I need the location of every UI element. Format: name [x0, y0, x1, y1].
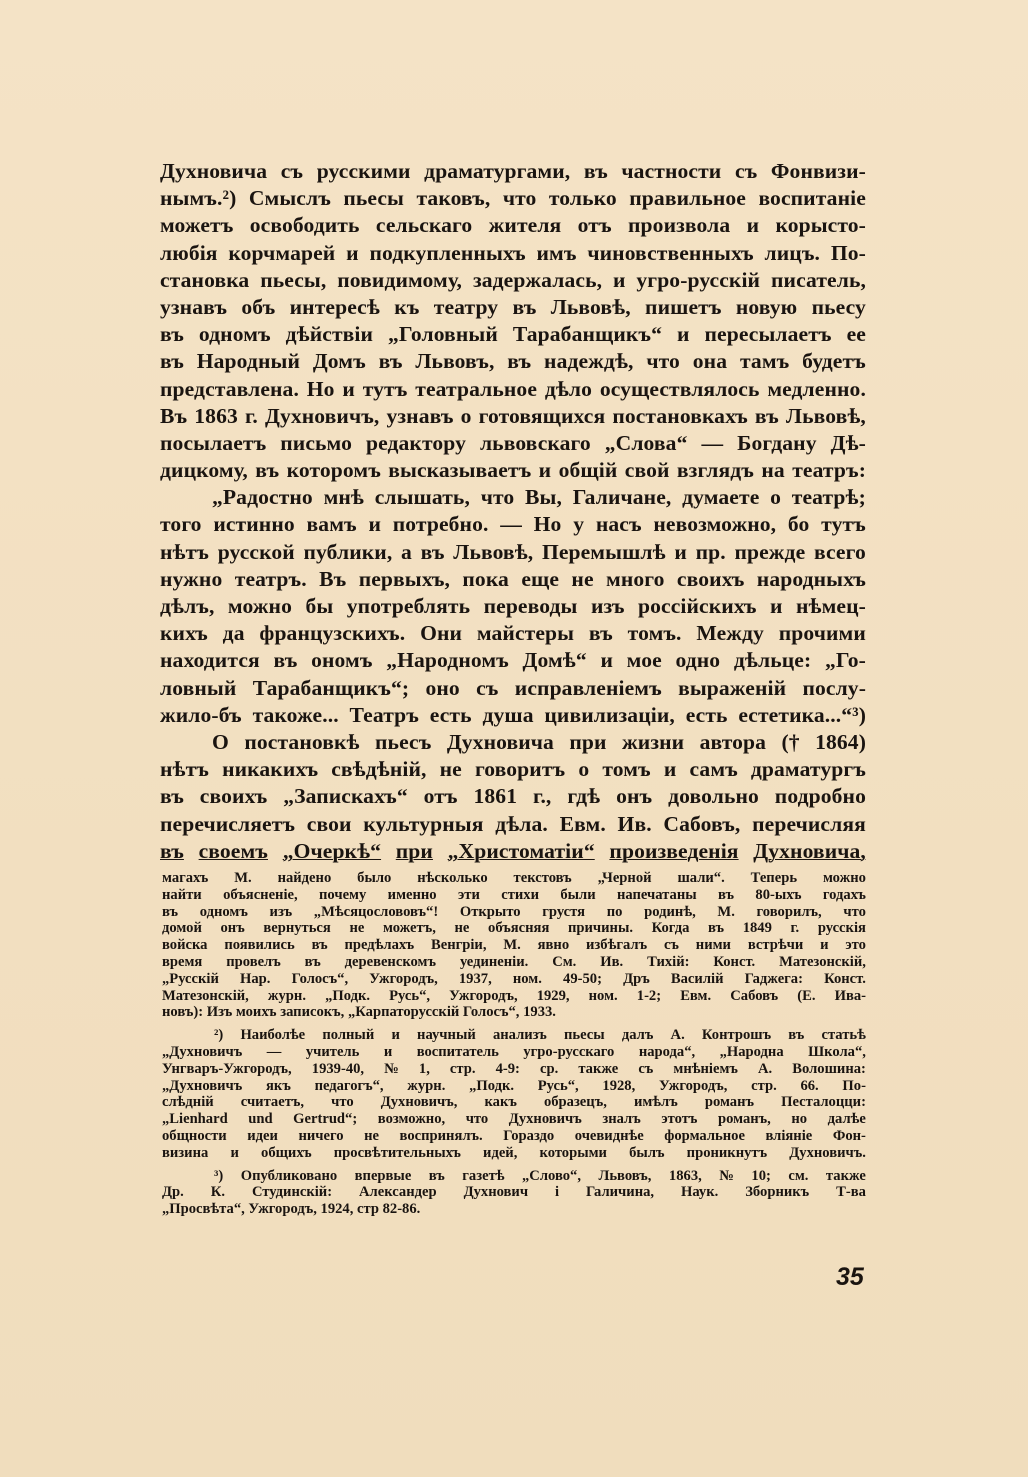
text-line: посылаетъ письмо редактору львовскаго „Слова“ — Богдану Дѣ- [160, 430, 866, 455]
footnote-line: „Духновичъ якъ педагогъ“, журн. „Подк. Русь“, 1928, Ужгородъ, стр. 66. По- [162, 1077, 866, 1094]
text-line: представлена. Но и тутъ театральное дѣло осуществлялось медленно. [160, 376, 866, 401]
footnote-line: домой онъ вернуться не можетъ, не объясняя причины. Когда въ 1849 г. русскія [162, 920, 866, 937]
text-line: ловный Тарабанщикъ“; оно съ исправленіемъ выраженій послу- [160, 675, 866, 700]
text-line: жило-бъ такоже... Театръ есть душа цивилизаціи, есть естетика...“³) [160, 702, 866, 727]
footnote-line: найти объясненіе, почему именно эти стихи были напечатаны въ 80-ыхъ годахъ [162, 886, 866, 903]
text-line: того истинно вамъ и потребно. — Но у насъ невозможно, бо тутъ [160, 512, 866, 537]
text-line: нымъ.²) Смыслъ пьесы таковъ, что только правильное воспитаніе [160, 186, 866, 211]
footnote-line: ³) Опубликовано впервые въ газетѣ „Слово“, Львовъ, 1863, № 10; см. также [214, 1167, 866, 1184]
footnote-line: время провелъ въ деревенскомъ уединеніи. См. Ив. Тихій: Конст. Матезонскій, [162, 953, 866, 970]
text-line: можетъ освободить сельскаго жителя отъ произвола и корысто- [160, 213, 866, 238]
text-line: въ одномъ дѣйствіи „Головный Тарабанщикъ“ и пересылаетъ ее [160, 322, 866, 347]
text-line: „Радостно мнѣ слышать, что Вы, Галичане, думаете о театрѣ; [212, 485, 866, 510]
text-line: Духновича съ русскими драматургами, въ частности съ Фонвизи- [160, 159, 866, 183]
page-number: 35 [836, 1263, 864, 1291]
text-line: въ своихъ „Запискахъ“ отъ 1861 г., гдѣ онъ довольно подробно [160, 784, 866, 809]
text-line: Въ 1863 г. Духновичъ, узнавъ о готовящихся постановкахъ въ Львовѣ, [160, 403, 866, 428]
text-line: О постановкѣ пьесъ Духновича при жизни автора († 1864) [212, 729, 866, 754]
text-line: перечисляетъ свои культурныя дѣла. Евм. Ив. Сабовъ, перечисляя [160, 811, 866, 836]
footnote-line: визина и общихъ просвѣтительныхъ идей, которыми былъ проникнутъ Духновичъ. [162, 1144, 866, 1161]
main-text [160, 158, 866, 865]
footnotes [162, 870, 866, 1218]
footnote-line: „Русскій Нар. Голосъ“, Ужгородъ, 1937, ном. 49-50; Дръ Василій Гаджега: Конст. [162, 970, 866, 987]
text-line: дицкому, въ которомъ высказываетъ и общій свой взглядъ на театръ: [160, 458, 866, 483]
footnote-line: Матезонскій, журн. „Подк. Русь“, Ужгородъ, 1929, ном. 1-2; Евм. Сабовъ (Е. Ива- [162, 987, 866, 1004]
footnote-line: „Просвѣта“, Ужгородъ, 1924, стр 82-86. [162, 1201, 421, 1218]
text-line: нѣтъ никакихъ свѣдѣній, не говоритъ о томъ и самъ драматургъ [160, 757, 866, 782]
footnote-line: слѣдній считаетъ, что Духновичъ, какъ образецъ, имѣлъ романъ Песталоцци: [162, 1094, 866, 1111]
footnote-line: Др. К. Студинскій: Александер Духнович і Галичина, Наук. Зборникъ Т-ва [162, 1184, 866, 1201]
footnote-line: „Lienhard und Gertrud“; возможно, что Духновичъ зналъ этотъ романъ, но далѣе [162, 1111, 866, 1128]
text-line: узнавъ объ интересѣ къ театру въ Львовѣ, пишетъ новую пьесу [160, 294, 866, 319]
footnote-line: новъ): Изъ моихъ записокъ, „Карпаторусскій Голосъ“, 1933. [162, 1004, 556, 1021]
footnote-line: Унгваръ-Ужгородъ, 1939-40, № 1, стр. 4-9: ср. также съ мнѣніемъ А. Волошина: [162, 1060, 866, 1077]
footnote-line: войска появились въ предѣлахъ Венгріи, М. явно избѣгалъ съ ними встрѣчи и это [162, 937, 866, 954]
text-line: въ Народный Домъ въ Львовъ, въ надеждѣ, что она тамъ будетъ [160, 349, 866, 374]
text-line: любія корчмарей и подкупленныхъ имъ чиновственныхъ лицъ. По- [160, 240, 866, 265]
footnote-line: магахъ М. найдено было нѣсколько текстовъ „Черной шали“. Теперь можно [162, 870, 866, 886]
text-line: кихъ да французскихъ. Они майстеры въ томъ. Между прочими [160, 621, 866, 646]
footnote-line: „Духновичъ — учитель и воспитатель угро-русскаго народа“, „Народна Школа“, [162, 1043, 866, 1060]
text-line: въ своемъ „Очеркѣ“ при „Христоматіи“ произведенія Духновича, [160, 838, 866, 863]
footnote-line: въ одномъ изъ „Мѣсяцослововъ“! Открыто грустя по родинѣ, М. говорилъ, что [162, 903, 866, 920]
text-line: дѣлъ, можно бы употреблять переводы изъ россійскихъ и нѣмец- [160, 594, 866, 618]
footnote-line: общности идеи ничего не воспринялъ. Гораздо очевиднѣе формальное вліяніе Фон- [162, 1127, 866, 1144]
text-line: нужно театръ. Въ первыхъ, пока еще не много своихъ народныхъ [160, 566, 866, 591]
footnote-line: ²) Наиболѣе полный и научный анализъ пьесы далъ А. Контрошъ въ статьѣ [214, 1027, 866, 1044]
text-line: находится въ ономъ „Народномъ Домѣ“ и мое одно дѣльце: „Го- [160, 648, 866, 673]
text-line: нѣтъ русской публики, а въ Львовѣ, Перемышлѣ и пр. прежде всего [160, 539, 866, 564]
text-line: становка пьесы, повидимому, задержалась, и угро-русскій писатель, [160, 267, 866, 292]
